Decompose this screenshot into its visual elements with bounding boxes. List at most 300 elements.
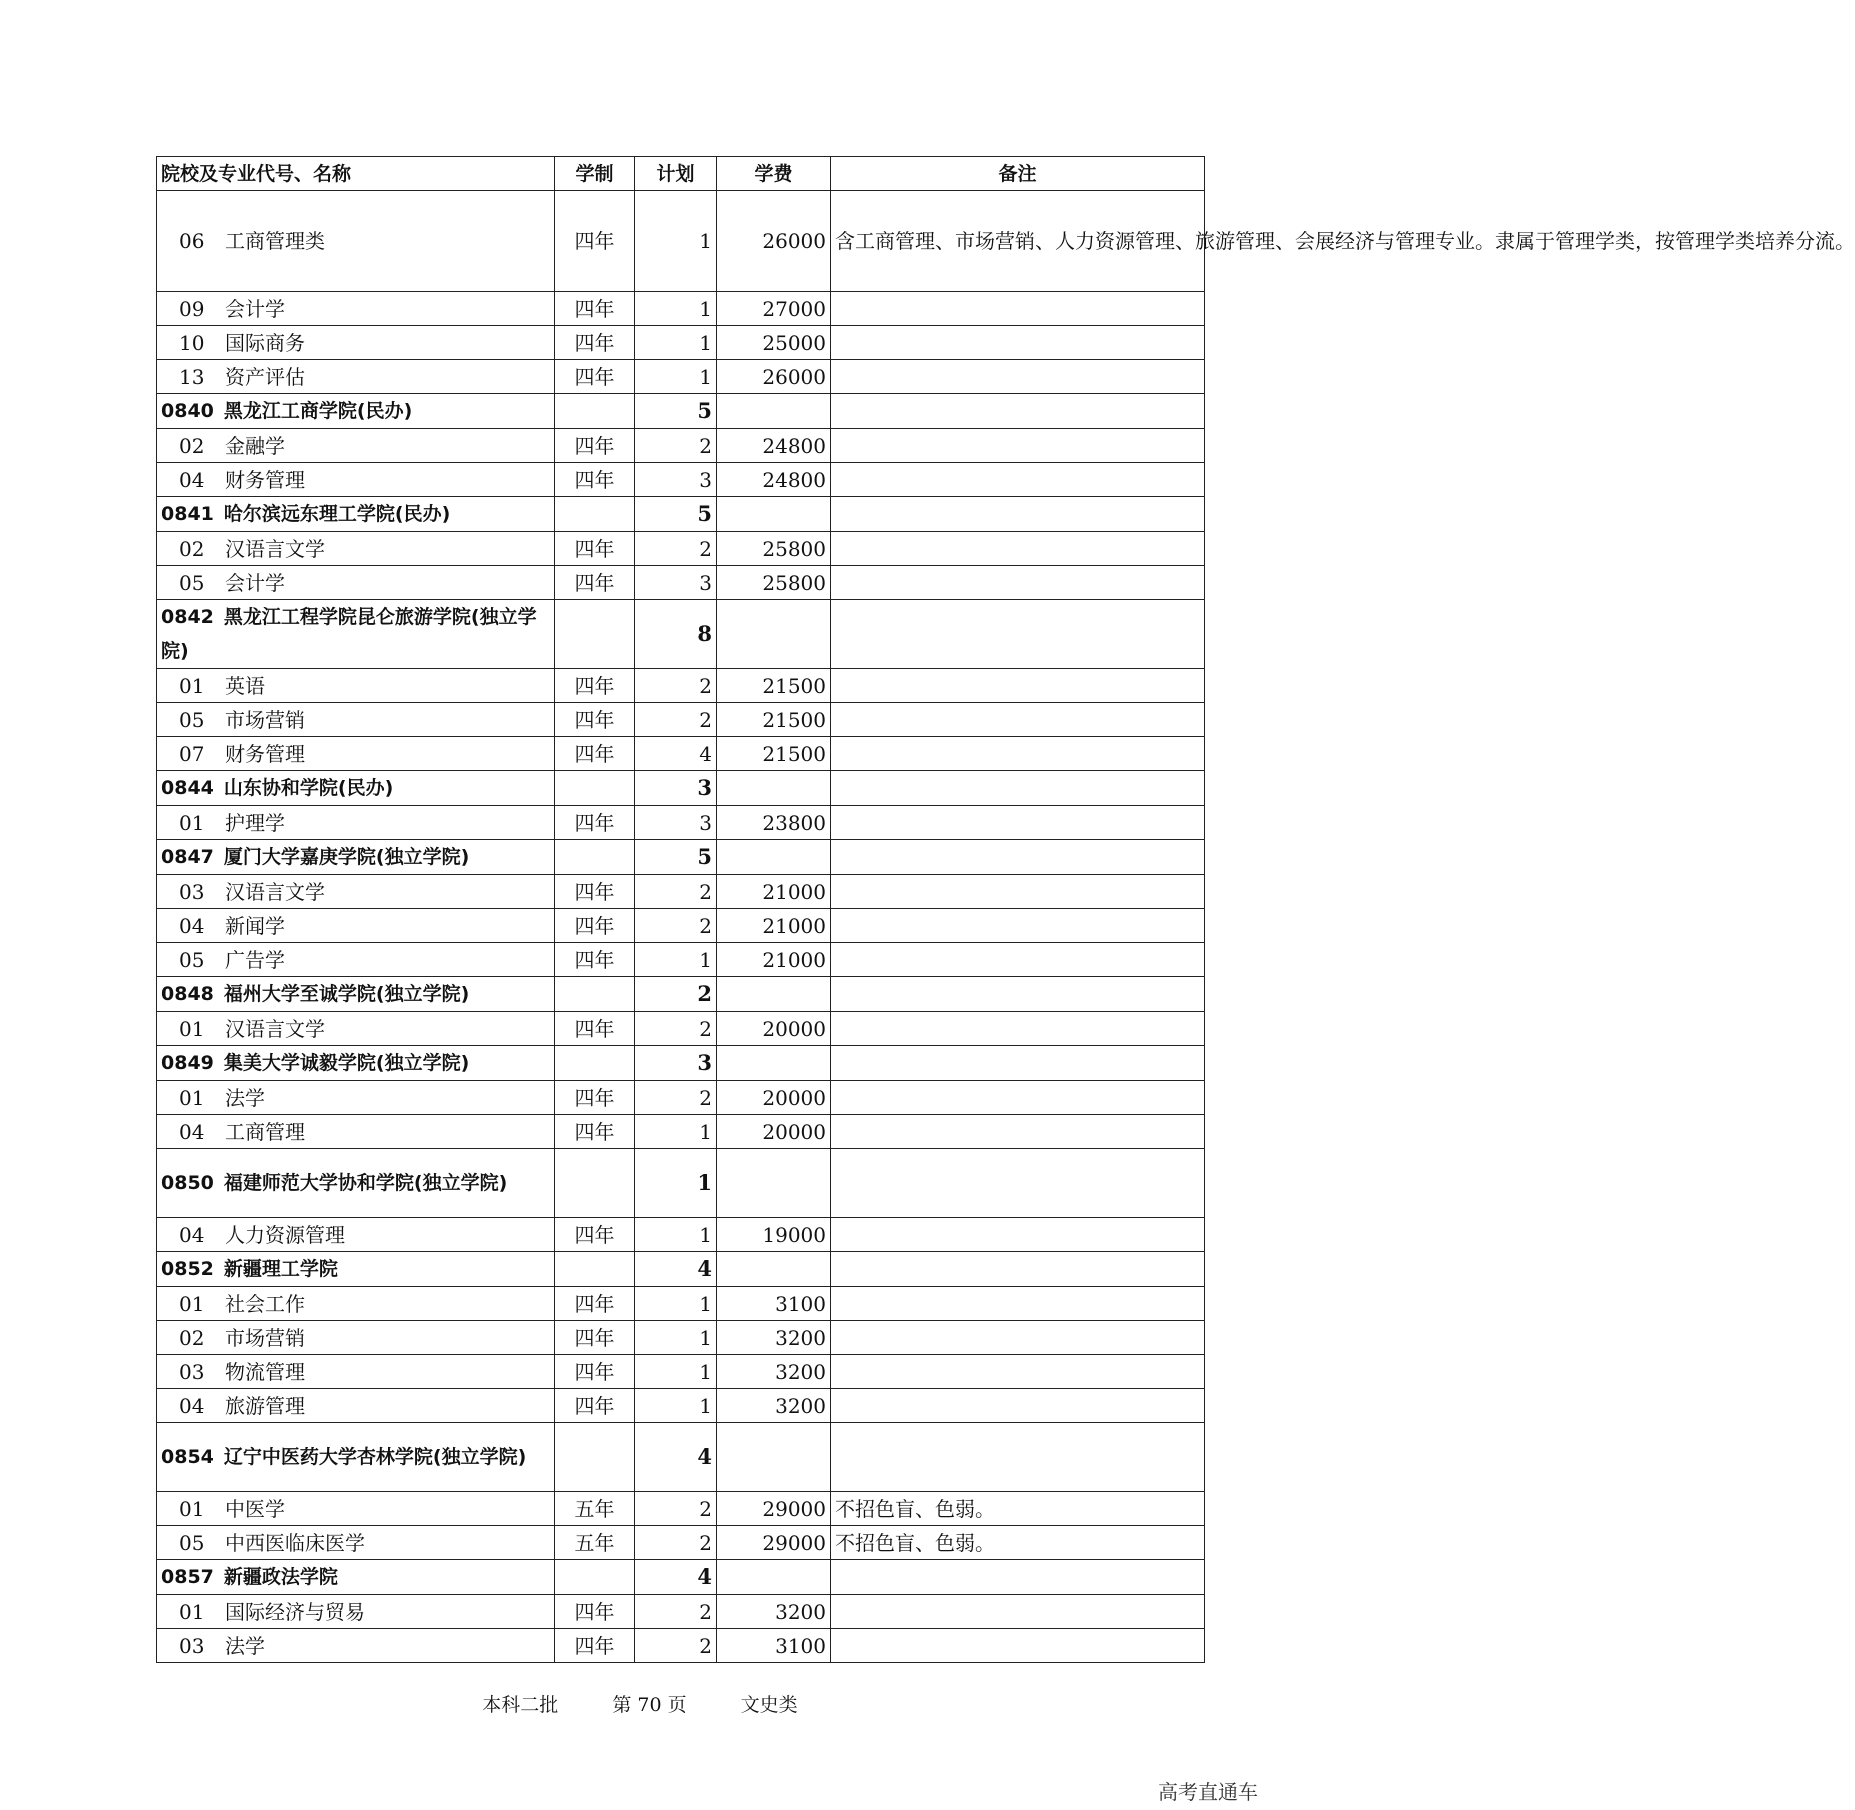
duration-cell: 四年 (555, 943, 635, 977)
plan-cell: 3 (635, 806, 717, 840)
major-name-cell (157, 669, 555, 703)
school-row (157, 497, 1205, 532)
plan-cell: 2 (635, 1012, 717, 1046)
duration-cell (555, 1560, 635, 1595)
major-row (157, 1012, 1205, 1046)
note-cell: 不招色盲、色弱。 (831, 1526, 1205, 1560)
major-name: 财务管理 (225, 741, 305, 766)
major-name-cell (157, 326, 555, 360)
major-row (157, 737, 1205, 771)
plan-cell: 1 (635, 326, 717, 360)
plan-cell: 4 (635, 737, 717, 771)
plan-cell: 2 (635, 909, 717, 943)
major-code: 01 (179, 1496, 205, 1521)
plan-cell: 1 (635, 1218, 717, 1252)
plan-cell: 2 (635, 703, 717, 737)
duration-cell (555, 840, 635, 875)
fee-cell: 23800 (717, 806, 831, 840)
duration-cell: 四年 (555, 1355, 635, 1389)
duration-cell: 四年 (555, 1595, 635, 1629)
major-row (157, 909, 1205, 943)
school-code: 0844 (161, 777, 214, 799)
school-name: 哈尔滨远东理工学院(民办) (223, 503, 451, 525)
major-code: 03 (179, 1633, 205, 1658)
plan-cell: 2 (635, 1595, 717, 1629)
duration-cell: 四年 (555, 806, 635, 840)
school-name-cell (157, 497, 555, 532)
duration-cell: 四年 (555, 703, 635, 737)
major-name-cell (157, 1081, 555, 1115)
plan-cell: 1 (635, 1321, 717, 1355)
header-fee: 学费 (717, 157, 831, 191)
major-row (157, 532, 1205, 566)
plan-cell: 1 (635, 191, 717, 292)
fee-cell (717, 771, 831, 806)
note-cell (831, 497, 1205, 532)
major-name-cell (157, 1595, 555, 1629)
footer-page-number: 第 70 页 (612, 1694, 687, 1716)
major-name-cell (157, 429, 555, 463)
major-row (157, 1115, 1205, 1149)
note-cell (831, 875, 1205, 909)
major-name-cell (157, 737, 555, 771)
major-name: 国际商务 (225, 330, 305, 355)
school-name-cell (157, 1423, 555, 1492)
fee-cell: 3200 (717, 1355, 831, 1389)
note-cell (831, 1560, 1205, 1595)
note-cell (831, 360, 1205, 394)
plan-cell: 4 (635, 1423, 717, 1492)
major-code: 01 (179, 1016, 205, 1041)
school-code: 0850 (161, 1172, 214, 1194)
note-cell (831, 394, 1205, 429)
fee-cell (717, 1560, 831, 1595)
plan-cell: 2 (635, 669, 717, 703)
plan-cell: 4 (635, 1560, 717, 1595)
plan-cell: 3 (635, 771, 717, 806)
school-name-cell (157, 840, 555, 875)
fee-cell: 20000 (717, 1012, 831, 1046)
school-name: 黑龙江工商学院(民办) (223, 400, 413, 422)
fee-cell: 21500 (717, 669, 831, 703)
note-cell (831, 1355, 1205, 1389)
fee-cell: 24800 (717, 429, 831, 463)
plan-cell: 1 (635, 1149, 717, 1218)
major-name: 旅游管理 (225, 1393, 305, 1418)
plan-cell: 1 (635, 943, 717, 977)
plan-cell: 3 (635, 463, 717, 497)
duration-cell: 四年 (555, 1012, 635, 1046)
footer-category: 文史类 (740, 1694, 798, 1716)
major-name: 汉语言文学 (225, 1016, 325, 1041)
major-name-cell (157, 292, 555, 326)
major-name: 中医学 (225, 1496, 285, 1521)
major-code: 09 (179, 296, 205, 321)
major-row (157, 1355, 1205, 1389)
fee-cell: 29000 (717, 1492, 831, 1526)
note-cell (831, 600, 1205, 669)
fee-cell: 21500 (717, 737, 831, 771)
major-code: 03 (179, 879, 205, 904)
major-name: 工商管理 (225, 1119, 305, 1144)
duration-cell: 五年 (555, 1492, 635, 1526)
major-row (157, 292, 1205, 326)
major-name: 英语 (225, 673, 265, 698)
major-row (157, 806, 1205, 840)
plan-cell: 1 (635, 1115, 717, 1149)
note-cell (831, 463, 1205, 497)
school-name-cell (157, 1046, 555, 1081)
duration-cell (555, 497, 635, 532)
footer-batch: 本科二批 (482, 1694, 559, 1716)
school-name-cell (157, 771, 555, 806)
major-row (157, 669, 1205, 703)
fee-cell: 26000 (717, 191, 831, 292)
major-row (157, 943, 1205, 977)
page-footer (0, 1690, 1280, 1717)
major-name: 会计学 (225, 570, 285, 595)
fee-cell (717, 394, 831, 429)
duration-cell (555, 1252, 635, 1287)
major-code: 01 (179, 673, 205, 698)
note-cell (831, 806, 1205, 840)
major-name-cell (157, 1321, 555, 1355)
major-code: 10 (179, 330, 205, 355)
note-cell: 含工商管理、市场营销、人力资源管理、旅游管理、会展经济与管理专业。隶属于管理学类，按管理学类培养分流。 (831, 191, 1205, 292)
school-name-cell (157, 394, 555, 429)
school-name: 新疆政法学院 (223, 1566, 338, 1588)
plan-cell: 2 (635, 429, 717, 463)
major-name-cell (157, 1012, 555, 1046)
fee-cell: 3100 (717, 1287, 831, 1321)
major-code: 06 (179, 229, 205, 253)
school-code: 0841 (161, 503, 214, 525)
school-code: 0847 (161, 846, 214, 868)
fee-cell: 3200 (717, 1321, 831, 1355)
note-cell: 不招色盲、色弱。 (831, 1492, 1205, 1526)
note-cell (831, 566, 1205, 600)
fee-cell: 21500 (717, 703, 831, 737)
school-code: 0842 (161, 606, 214, 628)
table-header-row (157, 157, 1205, 191)
duration-cell: 四年 (555, 191, 635, 292)
major-name-cell (157, 566, 555, 600)
fee-cell: 3200 (717, 1595, 831, 1629)
duration-cell: 四年 (555, 1321, 635, 1355)
duration-cell: 四年 (555, 360, 635, 394)
school-name: 新疆理工学院 (223, 1258, 338, 1280)
duration-cell: 四年 (555, 463, 635, 497)
school-name: 福建师范大学协和学院(独立学院) (223, 1172, 508, 1194)
fee-cell: 24800 (717, 463, 831, 497)
fee-cell: 26000 (717, 360, 831, 394)
plan-cell: 2 (635, 532, 717, 566)
major-code: 03 (179, 1359, 205, 1384)
school-code: 0852 (161, 1258, 214, 1280)
major-row (157, 1595, 1205, 1629)
duration-cell: 五年 (555, 1526, 635, 1560)
duration-cell: 四年 (555, 875, 635, 909)
fee-cell: 25800 (717, 532, 831, 566)
major-name-cell (157, 1526, 555, 1560)
major-code: 13 (179, 364, 205, 389)
major-name: 广告学 (225, 947, 285, 972)
major-row (157, 1218, 1205, 1252)
school-name-cell (157, 1149, 555, 1218)
school-name-cell (157, 1560, 555, 1595)
school-row (157, 1149, 1205, 1218)
fee-cell: 21000 (717, 909, 831, 943)
fee-cell: 3200 (717, 1389, 831, 1423)
note-cell (831, 1149, 1205, 1218)
school-name: 辽宁中医药大学杏林学院(独立学院) (223, 1446, 527, 1468)
note-cell (831, 1252, 1205, 1287)
major-row (157, 1081, 1205, 1115)
major-name: 法学 (225, 1085, 265, 1110)
duration-cell: 四年 (555, 669, 635, 703)
major-code: 01 (179, 1291, 205, 1316)
school-row (157, 1252, 1205, 1287)
major-name-cell (157, 703, 555, 737)
major-name-cell (157, 532, 555, 566)
major-code: 01 (179, 1085, 205, 1110)
note-cell (831, 1012, 1205, 1046)
major-name-cell (157, 191, 555, 292)
major-name: 会计学 (225, 296, 285, 321)
major-row (157, 1492, 1205, 1526)
major-name-cell (157, 909, 555, 943)
school-name: 厦门大学嘉庚学院(独立学院) (223, 846, 470, 868)
major-code: 04 (179, 1222, 205, 1247)
fee-cell: 3100 (717, 1629, 831, 1663)
fee-cell (717, 1149, 831, 1218)
major-code: 05 (179, 570, 205, 595)
plan-cell: 2 (635, 1526, 717, 1560)
fee-cell (717, 1423, 831, 1492)
note-cell (831, 1629, 1205, 1663)
school-name: 黑龙江工程学院昆仑旅游学院(独立学院) (161, 606, 537, 662)
school-row (157, 1046, 1205, 1081)
note-cell (831, 429, 1205, 463)
plan-cell: 2 (635, 1492, 717, 1526)
school-row (157, 840, 1205, 875)
plan-cell: 2 (635, 977, 717, 1012)
fee-cell: 27000 (717, 292, 831, 326)
header-plan: 计划 (635, 157, 717, 191)
duration-cell (555, 1149, 635, 1218)
note-cell (831, 1389, 1205, 1423)
duration-cell (555, 771, 635, 806)
fee-cell: 25000 (717, 326, 831, 360)
major-code: 02 (179, 1325, 205, 1350)
duration-cell: 四年 (555, 292, 635, 326)
major-code: 05 (179, 707, 205, 732)
major-name: 社会工作 (225, 1291, 305, 1316)
major-row (157, 1321, 1205, 1355)
major-name: 汉语言文学 (225, 536, 325, 561)
note-cell (831, 1595, 1205, 1629)
plan-cell: 8 (635, 600, 717, 669)
major-row (157, 429, 1205, 463)
fee-cell (717, 1046, 831, 1081)
major-name-cell (157, 1492, 555, 1526)
plan-cell: 1 (635, 1355, 717, 1389)
plan-cell: 1 (635, 1389, 717, 1423)
plan-cell: 1 (635, 360, 717, 394)
major-row (157, 360, 1205, 394)
major-name: 护理学 (225, 810, 285, 835)
fee-cell (717, 977, 831, 1012)
header-duration: 学制 (555, 157, 635, 191)
duration-cell (555, 1423, 635, 1492)
duration-cell: 四年 (555, 429, 635, 463)
duration-cell: 四年 (555, 1218, 635, 1252)
major-row (157, 191, 1205, 292)
note-cell (831, 1321, 1205, 1355)
school-name-cell (157, 600, 555, 669)
note-cell (831, 669, 1205, 703)
note-cell (831, 840, 1205, 875)
major-name-cell (157, 1115, 555, 1149)
plan-cell: 4 (635, 1252, 717, 1287)
major-name: 资产评估 (225, 364, 305, 389)
major-code: 05 (179, 1530, 205, 1555)
school-code: 0857 (161, 1566, 214, 1588)
major-name: 新闻学 (225, 913, 285, 938)
plan-cell: 3 (635, 566, 717, 600)
plan-cell: 1 (635, 292, 717, 326)
plan-cell: 2 (635, 1629, 717, 1663)
table-body (157, 191, 1855, 1663)
major-row (157, 1629, 1205, 1663)
school-row (157, 771, 1205, 806)
major-code: 02 (179, 433, 205, 458)
major-code: 07 (179, 741, 205, 766)
header-note: 备注 (831, 157, 1205, 191)
note-cell (831, 292, 1205, 326)
note-cell (831, 1423, 1205, 1492)
major-row (157, 875, 1205, 909)
major-code: 04 (179, 913, 205, 938)
school-name-cell (157, 977, 555, 1012)
plan-cell: 5 (635, 840, 717, 875)
school-row (157, 977, 1205, 1012)
school-row (157, 1560, 1205, 1595)
watermark-text: 高考直通车 (1158, 1780, 1258, 1804)
major-name: 工商管理类 (225, 229, 325, 253)
school-row (157, 600, 1205, 669)
major-row (157, 463, 1205, 497)
fee-cell: 20000 (717, 1115, 831, 1149)
school-name: 福州大学至诚学院(独立学院) (223, 983, 470, 1005)
plan-cell: 5 (635, 497, 717, 532)
fee-cell: 19000 (717, 1218, 831, 1252)
major-row (157, 1287, 1205, 1321)
major-row (157, 326, 1205, 360)
major-name: 汉语言文学 (225, 879, 325, 904)
header-name: 院校及专业代号、名称 (157, 157, 555, 191)
note-cell (831, 977, 1205, 1012)
duration-cell: 四年 (555, 1115, 635, 1149)
major-code: 02 (179, 536, 205, 561)
major-name: 法学 (225, 1633, 265, 1658)
school-code: 0854 (161, 1446, 214, 1468)
enrollment-plan-table (156, 156, 1855, 1663)
plan-cell: 1 (635, 1287, 717, 1321)
major-name: 人力资源管理 (225, 1222, 345, 1247)
fee-cell: 29000 (717, 1526, 831, 1560)
major-name-cell (157, 463, 555, 497)
school-code: 0849 (161, 1052, 214, 1074)
major-name: 金融学 (225, 433, 285, 458)
duration-cell (555, 600, 635, 669)
major-name: 国际经济与贸易 (225, 1599, 365, 1624)
duration-cell (555, 977, 635, 1012)
duration-cell (555, 394, 635, 429)
major-code: 04 (179, 467, 205, 492)
major-code: 05 (179, 947, 205, 972)
major-name-cell (157, 1355, 555, 1389)
fee-cell: 25800 (717, 566, 831, 600)
note-cell (831, 326, 1205, 360)
duration-cell: 四年 (555, 737, 635, 771)
duration-cell: 四年 (555, 909, 635, 943)
plan-cell: 2 (635, 1081, 717, 1115)
major-name-cell (157, 1287, 555, 1321)
school-row (157, 1423, 1205, 1492)
school-code: 0840 (161, 400, 214, 422)
fee-cell (717, 497, 831, 532)
note-cell (831, 1287, 1205, 1321)
duration-cell: 四年 (555, 532, 635, 566)
major-code: 01 (179, 810, 205, 835)
major-name: 财务管理 (225, 467, 305, 492)
duration-cell: 四年 (555, 1389, 635, 1423)
fee-cell: 21000 (717, 875, 831, 909)
major-row (157, 1389, 1205, 1423)
duration-cell (555, 1046, 635, 1081)
note-cell (831, 737, 1205, 771)
major-name-cell (157, 1389, 555, 1423)
major-name-cell (157, 360, 555, 394)
major-name-cell (157, 875, 555, 909)
school-code: 0848 (161, 983, 214, 1005)
note-cell (831, 909, 1205, 943)
major-name-cell (157, 1629, 555, 1663)
note-cell (831, 1218, 1205, 1252)
note-cell (831, 532, 1205, 566)
plan-cell: 3 (635, 1046, 717, 1081)
duration-cell: 四年 (555, 1287, 635, 1321)
note-cell (831, 1115, 1205, 1149)
note-cell (831, 1046, 1205, 1081)
plan-cell: 5 (635, 394, 717, 429)
note-cell (831, 771, 1205, 806)
major-code: 04 (179, 1393, 205, 1418)
duration-cell: 四年 (555, 1629, 635, 1663)
major-code: 01 (179, 1599, 205, 1624)
duration-cell: 四年 (555, 326, 635, 360)
major-row (157, 1526, 1205, 1560)
major-name-cell (157, 943, 555, 977)
major-name: 市场营销 (225, 707, 305, 732)
major-code: 04 (179, 1119, 205, 1144)
major-name-cell (157, 1218, 555, 1252)
note-cell (831, 943, 1205, 977)
major-row (157, 703, 1205, 737)
duration-cell: 四年 (555, 1081, 635, 1115)
major-name-cell (157, 806, 555, 840)
